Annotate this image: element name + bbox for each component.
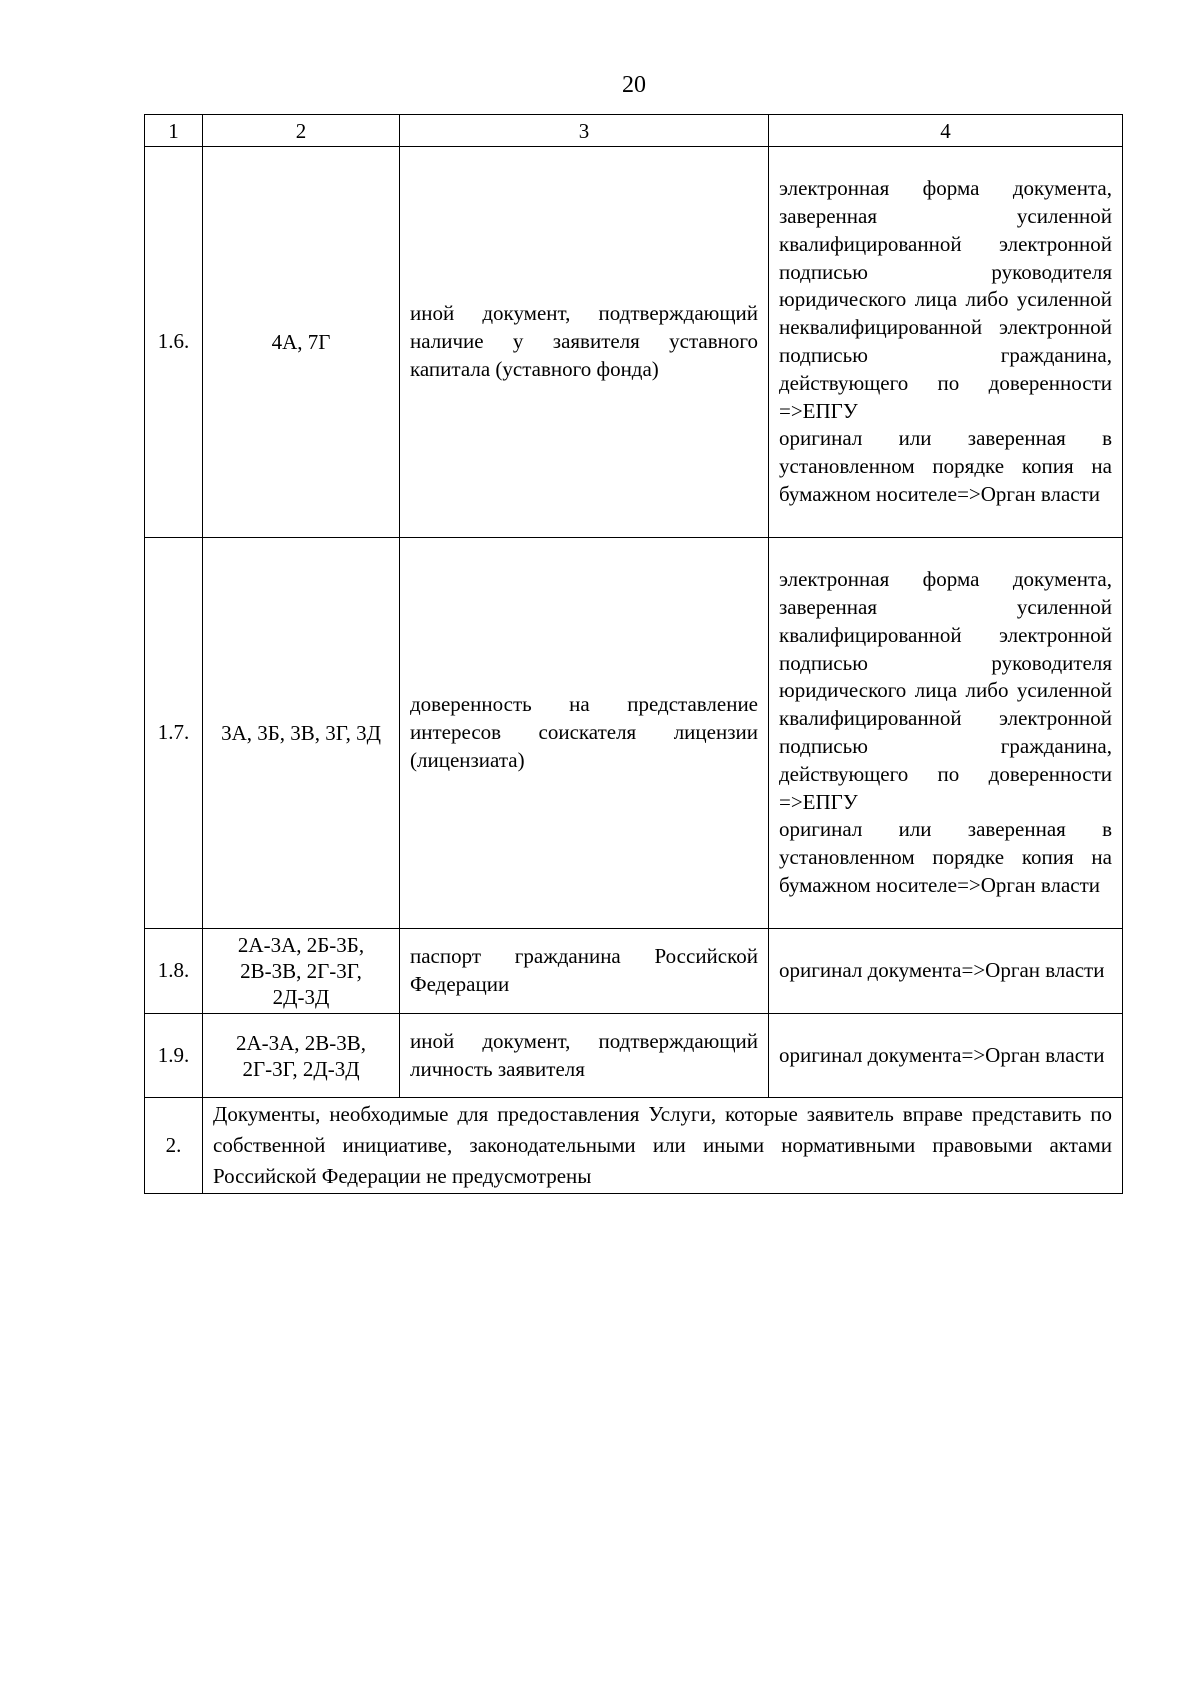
column-header-2: 2 (203, 115, 400, 147)
table-row (145, 147, 1123, 538)
row-form: оригинал документа=>Орган власти (769, 929, 1123, 1014)
row-document: паспорт гражданина Российской Федерации (400, 929, 769, 1014)
row-number: 1.9. (145, 1014, 203, 1098)
row-form (769, 538, 1123, 929)
row-number: 1.7. (145, 538, 203, 929)
table-header-row (145, 115, 1123, 147)
section-number: 2. (145, 1098, 203, 1194)
row-codes: 4А, 7Г (203, 147, 400, 538)
table-row (145, 1014, 1123, 1098)
page-number: 20 (622, 72, 646, 98)
form-electronic: электронная форма документа, заверенная усиленной квалифицированной электронной подписью руководителя юридического лица либо усиленной неквалифицированной электронной подписью гражданина, действующего по доверенности =>ЕПГУ (779, 176, 1112, 423)
row-codes: 2А-3А, 2В-3В, 2Г-3Г, 2Д-3Д (203, 1014, 400, 1098)
column-header-4: 4 (769, 115, 1123, 147)
documents-table (144, 114, 1123, 1194)
row-number: 1.6. (145, 147, 203, 538)
table-row (145, 538, 1123, 929)
column-header-1: 1 (145, 115, 203, 147)
row-form: оригинал документа=>Орган власти (769, 1014, 1123, 1098)
form-electronic: электронная форма документа, заверенная усиленной квалифицированной электронной подписью руководителя юридического лица либо усиленной квалифицированной электронной подписью гражданина, действующего по доверенности =>ЕПГУ (779, 567, 1112, 814)
form-paper: оригинал или заверенная в установленном порядке копия на бумажном носителе=>Орган власти (779, 426, 1112, 506)
row-document: иной документ, подтверждающий личность заявителя (400, 1014, 769, 1098)
section-row (145, 1098, 1123, 1194)
row-form (769, 147, 1123, 538)
row-codes: 2А-3А, 2Б-3Б, 2В-3В, 2Г-3Г, 2Д-3Д (203, 929, 400, 1014)
row-document: иной документ, подтверждающий наличие у заявителя уставного капитала (уставного фонда) (400, 147, 769, 538)
row-codes: 3А, 3Б, 3В, 3Г, 3Д (203, 538, 400, 929)
form-paper: оригинал или заверенная в установленном порядке копия на бумажном носителе=>Орган власти (779, 817, 1112, 897)
section-text: Документы, необходимые для предоставления Услуги, которые заявитель вправе представить по собственной инициативе, законодательными или иными нормативными правовыми актами Российской Федерации не предусмотрены (203, 1098, 1123, 1194)
row-document: доверенность на представление интересов соискателя лицензии (лицензиата) (400, 538, 769, 929)
row-number: 1.8. (145, 929, 203, 1014)
table-row (145, 929, 1123, 1014)
column-header-3: 3 (400, 115, 769, 147)
